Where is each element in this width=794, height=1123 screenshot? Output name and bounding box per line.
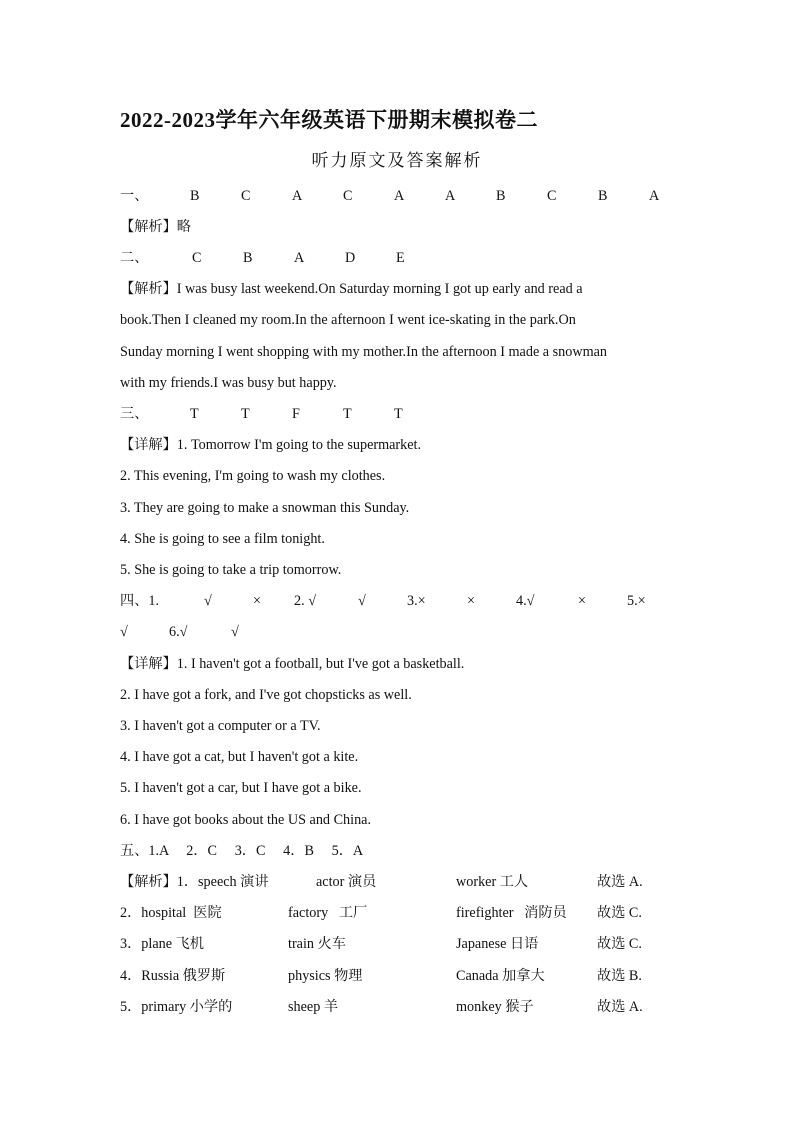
section4-answer: √ — [358, 593, 366, 609]
section4-answer: 6.√ — [169, 624, 188, 640]
vocab-word: monkey 猴子 — [456, 999, 534, 1015]
answer: T — [394, 406, 403, 422]
section4-answer: √ — [120, 624, 128, 640]
section4-answer: × — [253, 593, 262, 609]
section4-answer: 四、1. — [120, 593, 160, 609]
section2-text-line: with my friends.I was busy but happy. — [120, 375, 337, 391]
vocab-answer: 故选 A. — [597, 874, 643, 890]
section1-note: 【解析】略 — [120, 219, 191, 235]
page-subtitle: 听力原文及答案解析 — [311, 151, 483, 170]
answer: E — [396, 250, 405, 266]
vocab-answer: 故选 B. — [597, 968, 642, 984]
vocab-answer: 故选 A. — [597, 999, 643, 1015]
vocab-answer: 故选 C. — [597, 905, 642, 921]
answer: C — [192, 250, 202, 266]
section3-text-line: 2. This evening, I'm going to wash my clothes. — [120, 468, 386, 484]
vocab-word: physics 物理 — [288, 968, 363, 984]
answer: C — [343, 188, 353, 204]
vocab-word: actor 演员 — [316, 874, 377, 890]
section3-text-line: 4. She is going to see a film tonight. — [120, 531, 325, 547]
answer: A — [394, 188, 405, 204]
section4-text-line: 4. I have got a cat, but I haven't got a kite. — [120, 749, 359, 765]
vocab-word: factory 工厂 — [288, 905, 368, 921]
answer: T — [343, 406, 352, 422]
section1-answers — [120, 186, 700, 206]
answer: A — [294, 250, 305, 266]
vocab-word: worker 工人 — [456, 874, 529, 890]
section4-text-line: 3. I haven't got a computer or a TV. — [120, 718, 321, 734]
answer: B — [598, 188, 608, 204]
answer: D — [345, 250, 356, 266]
answer: C — [241, 188, 251, 204]
section4-text-line: 2. I have got a fork, and I've got chopsticks as well. — [120, 687, 412, 703]
section4-answer: √ — [231, 624, 239, 640]
answer: A — [445, 188, 456, 204]
answer: A — [292, 188, 303, 204]
section4-text-line: 【详解】1. I haven't got a football, but I've got a basketball. — [120, 656, 465, 672]
vocab-word: Canada 加拿大 — [456, 968, 545, 984]
vocab-word: sheep 羊 — [288, 999, 339, 1015]
vocab-word: Japanese 日语 — [456, 936, 539, 952]
section3-label: 三、 — [120, 406, 149, 422]
section4-answer: 4.√ — [516, 593, 535, 609]
section1-label: 一、 — [120, 188, 149, 204]
section2-text-line: 【解析】I was busy last weekend.On Saturday morning I got up early and read a — [120, 281, 583, 297]
vocab-word: train 火车 — [288, 936, 346, 952]
section2-label: 二、 — [120, 250, 149, 266]
vocab-word: 3．plane 飞机 — [120, 936, 204, 952]
page-title: 2022-2023学年六年级英语下册期末模拟卷二 — [120, 108, 538, 132]
vocab-word: 4．Russia 俄罗斯 — [120, 968, 226, 984]
vocab-word: firefighter 消防员 — [456, 905, 567, 921]
answer: B — [190, 188, 200, 204]
section4-text-line: 5. I haven't got a car, but I have got a bike. — [120, 780, 362, 796]
answer: A — [649, 188, 660, 204]
section4-answer: 3.× — [407, 593, 426, 609]
section4-answer: × — [467, 593, 476, 609]
section4-answer: 5.× — [627, 593, 646, 609]
section2-text-line: book.Then I cleaned my room.In the afternoon I went ice-skating in the park.On — [120, 312, 576, 328]
answer: B — [243, 250, 253, 266]
answer: C — [547, 188, 557, 204]
vocab-word: 【解析】1．speech 演讲 — [120, 874, 269, 890]
section2-text-line: Sunday morning I went shopping with my mother.In the afternoon I made a snowman — [120, 344, 608, 360]
section4-text-line: 6. I have got books about the US and China. — [120, 812, 372, 828]
section2-answers — [120, 248, 447, 268]
answer: F — [292, 406, 300, 422]
section3-answers — [120, 404, 445, 424]
section5-answers: 五、1.A 2．C 3．C 4．B 5．A — [120, 843, 364, 859]
section4-answer: × — [578, 593, 587, 609]
section4-answer: 2. √ — [294, 593, 316, 609]
section3-text-line: 5. She is going to take a trip tomorrow. — [120, 562, 342, 578]
vocab-answer: 故选 C. — [597, 936, 642, 952]
answer: T — [190, 406, 199, 422]
section3-text-line: 3. They are going to make a snowman this Sunday. — [120, 500, 410, 516]
vocab-word: 2．hospital 医院 — [120, 905, 222, 921]
answer: T — [241, 406, 250, 422]
answer: B — [496, 188, 506, 204]
vocab-word: 5．primary 小学的 — [120, 999, 233, 1015]
section4-answer: √ — [204, 593, 212, 609]
section3-text-line: 【详解】1. Tomorrow I'm going to the supermarket. — [120, 437, 422, 453]
